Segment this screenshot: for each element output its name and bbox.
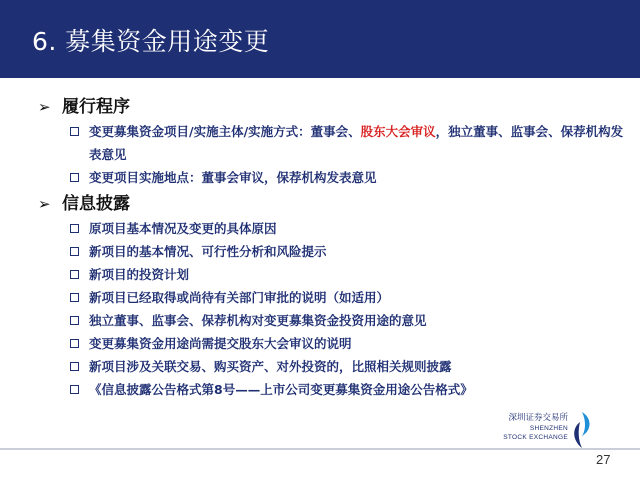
checkbox-bullet-icon <box>70 385 79 394</box>
list-item <box>36 240 626 263</box>
checkbox-bullet-icon <box>70 270 79 279</box>
item-text: 新项目已经取得或尚待有关部门审批的说明（如适用） <box>89 290 390 305</box>
logo-text <box>498 412 568 442</box>
list-item <box>36 332 626 355</box>
page-title: 6. 募集资金用途变更 <box>32 27 270 56</box>
page-number: 27 <box>596 452 611 467</box>
item-text: 变更募集资金项目/实施主体/实施方式：董事会、 <box>89 124 361 139</box>
szse-logo <box>498 410 598 454</box>
section-heading <box>36 94 626 120</box>
procedure-list <box>36 120 626 189</box>
list-item <box>36 217 626 240</box>
checkbox-bullet-icon <box>70 362 79 371</box>
item-text: 新项目涉及关联交易、购买资产、对外投资的，比照相关规则披露 <box>89 359 452 374</box>
logo-name-en-2: STOCK EXCHANGE <box>503 434 568 441</box>
list-item <box>36 166 626 189</box>
arrow-bullet-icon: ➢ <box>38 195 51 213</box>
disclosure-list <box>36 217 626 401</box>
slide-content <box>36 94 626 403</box>
item-text: 变更募集资金用途尚需提交股东大会审议的说明 <box>89 336 352 351</box>
checkbox-bullet-icon <box>70 339 79 348</box>
section-procedure <box>36 94 626 189</box>
section-heading-text: 信息披露 <box>62 194 130 214</box>
item-text: 《信息披露公告格式第8号——上市公司变更募集资金用途公告格式》 <box>89 382 473 397</box>
list-item <box>36 120 626 166</box>
list-item <box>36 263 626 286</box>
section-disclosure <box>36 191 626 401</box>
checkbox-bullet-icon <box>70 293 79 302</box>
highlight-text: 股东大会审议 <box>360 124 436 139</box>
checkbox-bullet-icon <box>70 316 79 325</box>
checkbox-bullet-icon <box>70 127 79 136</box>
section-heading <box>36 191 626 217</box>
item-text: 新项目的基本情况、可行性分析和风险提示 <box>89 244 327 259</box>
list-item <box>36 309 626 332</box>
section-heading-text: 履行程序 <box>62 97 130 117</box>
list-item <box>36 286 626 309</box>
logo-name-cn: 深圳证券交易所 <box>508 413 568 423</box>
item-text: 独立董事、监事会、保荐机构对变更募集资金投资用途的意见 <box>89 313 427 328</box>
item-text: 变更项目实施地点：董事会审议，保荐机构发表意见 <box>89 170 377 185</box>
checkbox-bullet-icon <box>70 173 79 182</box>
arrow-bullet-icon: ➢ <box>38 98 51 116</box>
item-text: 新项目的投资计划 <box>89 267 190 282</box>
item-text: ，独立董事、监事会、保荐机构发表意见 <box>89 124 624 162</box>
list-item <box>36 355 626 378</box>
item-text: 原项目基本情况及变更的具体原因 <box>89 221 277 236</box>
szse-emblem-icon <box>570 410 594 450</box>
list-item <box>36 378 626 401</box>
checkbox-bullet-icon <box>70 247 79 256</box>
logo-name-en-1: SHENZHEN <box>529 425 568 432</box>
checkbox-bullet-icon <box>70 224 79 233</box>
title-bar <box>0 0 640 78</box>
